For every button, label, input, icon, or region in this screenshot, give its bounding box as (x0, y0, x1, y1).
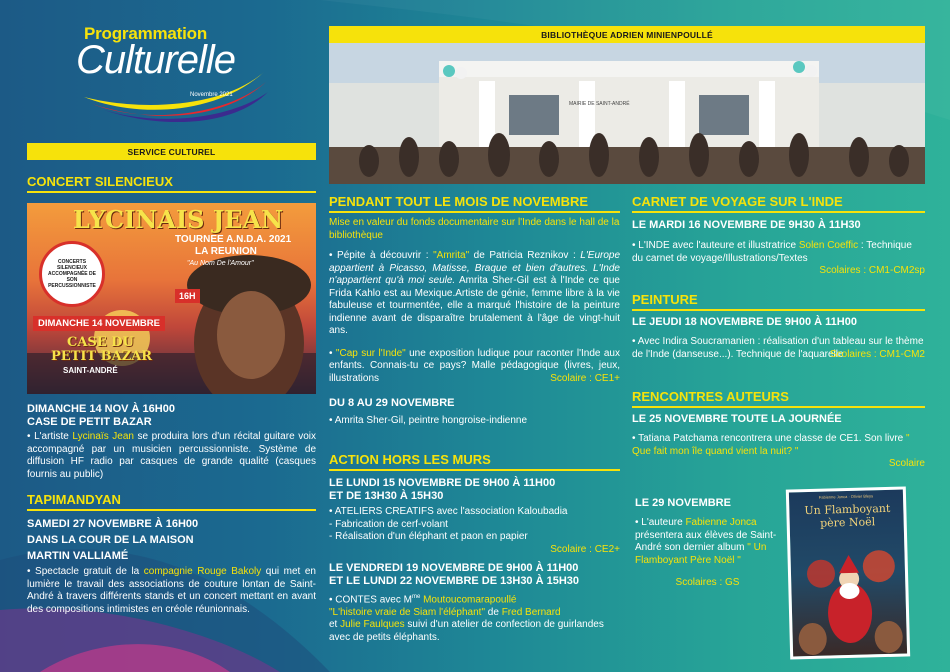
poster-title: LYCINAIS JEAN (73, 205, 284, 234)
month-content (329, 217, 620, 428)
contes-date1: LE VENDREDI 19 NOVEMBRE DE 9H00 À 11H00 (329, 562, 579, 574)
concert-text-a: • L'artiste (27, 431, 73, 442)
carnet-text (632, 240, 925, 265)
concert-details (27, 403, 316, 481)
time-badge: 16H (175, 289, 200, 303)
tapi-text-a: • Spectacle gratuit de la (27, 566, 144, 577)
rencontres-scolaire: Scolaire (888, 458, 925, 469)
poster-tagline: "Au Nom De l'Amour" (187, 260, 254, 267)
ateliers-l1: • ATELIERS CREATIFS avec l'association Kaloubadia (329, 506, 568, 517)
tapi-text (27, 566, 316, 616)
cap-scolaire: Scolaire : CE1+ (550, 372, 620, 384)
conteur-link[interactable]: Moutoucomarapoullé (423, 594, 517, 606)
company-link[interactable]: compagnie Rouge Bakoly (143, 566, 262, 577)
contes-sup: me (411, 594, 421, 600)
rencontres-date: LE 25 NOVEMBRE TOUTE LA JOURNÉE (632, 413, 842, 425)
fabienne-link[interactable]: Fabienne Jonca (685, 517, 757, 528)
cap-link[interactable]: "Cap sur l'Inde" (335, 347, 406, 359)
siam-link[interactable]: "L'histoire vraie de Siam l'éléphant" (329, 606, 486, 618)
tapi-text-b: qui met en lumière le travail des associations de couture lontan de Saint-André à travers différents stands et un concert mettant en avant des compositions intimistes en créole réunionnais. (27, 566, 316, 615)
julie-faulques-link[interactable]: Julie Faulques (340, 619, 405, 631)
concert-venue: CASE DE PETIT BAZAR (27, 416, 152, 428)
contes-b: de (485, 606, 502, 618)
jonca-b: présentera aux élèves de Saint-André son dernier album (635, 529, 777, 553)
hors-heading: ACTION HORS LES MURS (329, 452, 620, 471)
jonca-a: • L'auteure (635, 517, 686, 528)
service-culturel-bar: SERVICE CULTUREL (27, 143, 316, 160)
poster-venue2: PETIT BAZAR (51, 349, 153, 364)
poster-place: LA REUNION (195, 246, 257, 257)
artist-link[interactable]: Lycinaïs Jean (72, 431, 134, 442)
flamboyant-link[interactable]: " Un Flamboyant Père Noël " (635, 542, 767, 566)
jonca-scolaire: Scolaires : GS (675, 577, 740, 588)
rencontres-heading: RENCONTRES AUTEURS (632, 389, 925, 408)
contes-a: • CONTES avec M (329, 594, 412, 606)
jonca-text (635, 517, 780, 567)
tapi-date: SAMEDI 27 NOVEMBRE À 16H00 (27, 518, 199, 530)
expo-dates: DU 8 AU 29 NOVEMBRE (329, 397, 455, 409)
tapi-venue1: DANS LA COUR DE LA MAISON (27, 534, 194, 546)
library-photo (329, 43, 925, 184)
amrita-b: de Patricia Reznikov : (469, 250, 581, 261)
rencontres-content (632, 413, 925, 471)
carnet-a: • L'INDE avec l'auteure et illustratrice (632, 240, 799, 251)
cap-paragraph (329, 348, 620, 386)
jonca-date: LE 29 NOVEMBRE (635, 497, 731, 509)
rencontres-text (632, 433, 925, 458)
contes-c: suivi d'un atelier de confection de guirlandes avec de petits éléphants. (329, 619, 604, 643)
amrita-paragraph (329, 250, 620, 338)
month-heading: PENDANT TOUT LE MOIS DE NOVEMBRE (329, 194, 620, 213)
ateliers-scolaire: Scolaire : CE2+ (550, 543, 620, 555)
livre-link[interactable]: " Que fait mon île quand vient la nuit? " (632, 433, 910, 457)
hors-content (329, 477, 620, 644)
peinture-date: LE JEUDI 18 NOVEMBRE DE 9H00 À 11H00 (632, 316, 857, 328)
carnet-b: : Technique du carnet de voyage/Illustrations/Textes (632, 240, 912, 264)
book-cover (786, 486, 910, 659)
amrita-quote: L'Europe appartient à Picasso, Matisse, Braque et bien d'autres. L'Inde n'appartient qu'à moi seule. (329, 250, 621, 286)
concert-text-b: se produira lors d'un récital guitare voix accompagné par un musicien percussionniste. Système de diffusion HF radio par casques de grande qualité (casques fournis au public) (27, 431, 316, 480)
logo (74, 22, 274, 122)
concert-text (27, 431, 316, 481)
carnet-date: LE MARDI 16 NOVEMBRE DE 9H30 À 11H30 (632, 219, 861, 231)
poster-date: DIMANCHE 14 NOVEMBRE (33, 316, 165, 331)
poster-city: SAINT-ANDRÉ (63, 366, 118, 375)
amrita-link[interactable]: "Amrita" (433, 250, 470, 261)
peinture-heading: PEINTURE (632, 292, 925, 311)
poster-venue1: CASE DU (67, 335, 134, 350)
bibliotheque-bar: BIBLIOTHÈQUE ADRIEN MINIENPOULLÉ (329, 26, 925, 43)
concert-poster (27, 203, 316, 394)
peinture-text: • Avec Indira Soucramanien : réalisation d'un tableau sur le thème de l'Inde (danseuse...). Technique de l'aquarelle (632, 336, 924, 360)
contes-date2: ET LE LUNDI 22 NOVEMBRE DE 13H30 À 15H30 (329, 575, 580, 587)
logo-date: Novembre 2021 (190, 92, 233, 98)
book-author: Fabienne Jonca · Olivier Bleys (818, 493, 874, 500)
library-building-graphic (329, 43, 925, 184)
fred-bernard-link[interactable]: Fred Bernard (501, 606, 561, 618)
poster-tour: TOURNEE A.N.D.A. 2021 (175, 234, 292, 245)
tapi-venue2: MARTIN VALLIAMÉ (27, 550, 129, 562)
ateliers-l2: - Fabrication de cerf-volant (329, 518, 448, 530)
peinture-scolaire: Scolaires : CM1-CM2 (829, 349, 925, 360)
logo-culturelle: Culturelle (76, 38, 235, 82)
book-title: Un Flamboyant père Noël (804, 501, 891, 530)
carnet-content (632, 219, 925, 278)
contes-and: et (329, 619, 341, 631)
carnet-heading: CARNET DE VOYAGE SUR L'INDE (632, 194, 925, 213)
ateliers-l3: - Réalisation d'un éléphant et paon en papier (329, 531, 528, 542)
month-intro: Mise en valeur du fonds documentaire sur l'Inde dans le hall de la bibliothèque (329, 217, 620, 241)
concert-date: DIMANCHE 14 NOV À 16H00 (27, 403, 175, 415)
amrita-c: Amrita Sher-Gil est à l'Inde ce que Frida Kahlo est au Mexique.Artiste de génie, femme libre à la vie fabuleuse et tourmentée, elle a marqué l'histoire de la peinture indienne avant de disparaître brutalement à l'âge de vingt-huit ans. (329, 275, 620, 336)
ateliers-date1: LE LUNDI 15 NOVEMBRE DE 9H00 À 11H00 (329, 477, 556, 489)
carnet-scolaire: Scolaires : CM1-CM2sp (819, 265, 925, 276)
tapimandyan-details (27, 518, 316, 616)
headphones-badge (39, 241, 105, 307)
peinture-content (632, 316, 925, 362)
logo-programmation: Programmation (84, 24, 208, 43)
jonca-content (635, 497, 780, 590)
tapimandyan-heading: TAPIMANDYAN (27, 492, 316, 511)
photo-building-sign: MAIRIE DE SAINT-ANDRÉ (569, 101, 630, 107)
santa-illustration (790, 542, 907, 657)
concert-heading: CONCERT SILENCIEUX (27, 174, 316, 193)
ateliers-date2: ET DE 13H30 À 15H30 (329, 490, 444, 502)
badge-text: CONCERTS SILENCIEUX ACCOMPAGNÉE DE SON PERCUSSIONNISTE (48, 259, 96, 289)
amrita-a: • Pépite à découvrir : (329, 250, 434, 261)
bullet: • (329, 347, 336, 359)
expo-text: • Amrita Sher-Gil, peintre hongroise-indienne (329, 415, 528, 426)
cap-b: une exposition ludique pour raconter l'Inde aux enfants. Connais-tu ce pays? Malle pédagogique (livres, jeux, illustrations (329, 347, 620, 384)
contes-text (329, 591, 620, 644)
rencontres-a: • Tatiana Patchama rencontrera une classe de CE1. Son livre (632, 433, 907, 444)
solen-link[interactable]: Solen Coeffic (798, 240, 859, 251)
